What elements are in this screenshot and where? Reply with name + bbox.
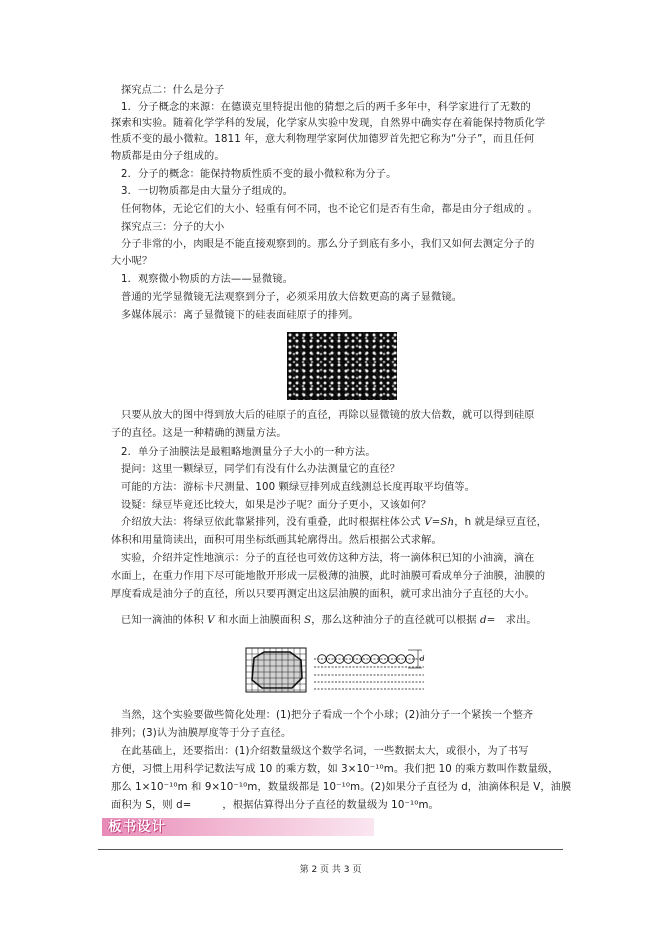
- board-design-banner: [102, 818, 374, 836]
- paragraph-line: 多媒体展示：离子显微镜下的硅表面硅原子的排列。: [121, 310, 359, 321]
- paragraph-line: 可能的方法：游标卡尺测量、100 颗绿豆排列成直线测总长度再取平均值等。: [121, 482, 476, 493]
- paragraph-line: [121, 516, 547, 530]
- paragraph-line: 提问：这里一颗绿豆，同学们有没有什么办法测量它的直径？: [121, 464, 401, 475]
- molecule-circle: [362, 655, 371, 664]
- formula-d: d=: [480, 615, 496, 626]
- paragraph-line: 子的直径。这是一种精确的测量方法。: [111, 428, 287, 439]
- paragraph-line: 体积和用量筒读出，面积可用坐标纸画其轮廓得出。然后根据公式求解。: [111, 535, 442, 546]
- paragraph-line: 当然，这个实验要做些简化处理：(1)把分子看成一个个小球；(2)油分子一个紧挨一个整齐: [121, 710, 534, 721]
- text-span: 和水面上油膜面积: [214, 615, 305, 626]
- paragraph-line: 探究点三：分子的大小: [121, 222, 225, 233]
- paragraph-line: 任何物体，无论它们的大小、轻重有何不同，也不论它们是否有生命，都是由分子组成的 。: [121, 204, 538, 215]
- paragraph-line: 1．观察微小物质的方法——显微镜。: [121, 274, 294, 285]
- text-span: 求出。: [495, 615, 537, 626]
- text-span: ，那么这种油分子的直径就可以根据: [311, 615, 481, 626]
- board-design-title: 板书设计: [108, 819, 166, 835]
- paragraph-line: 2．单分子油膜法是最粗略地测量分子大小的一种方法。: [121, 447, 376, 458]
- paragraph-line: 方便，习惯上用科学记数法写成 10 的乘方数，如 3×10⁻¹⁰m。我们把 10 的乘方数叫作数量级，: [111, 764, 559, 775]
- paragraph-line: 面积为 S，则 d= ，根据估算得出分子直径的数量级为 10⁻¹⁰m。: [111, 800, 439, 811]
- silicon-atoms-image: [287, 332, 397, 400]
- variable-v: V: [207, 615, 215, 626]
- paragraph-line: 性质不变的最小微粒。1811 年，意大利物理学家阿伏加德罗首先把它称为“分子”，而且任何: [111, 134, 535, 145]
- paragraph-line: 只要从放大的图中得到放大后的硅原子的直径，再除以显微镜的放大倍数，就可以得到硅原: [121, 410, 535, 421]
- paragraph-line: 1．分子概念的来源：在德谟克里特提出他的猜想之后的两千多年中，科学家进行了无数的: [121, 102, 531, 113]
- paragraph-line: 分子非常的小，肉眼是不能直接观察到的。那么分子到底有多小，我们又如何去测定分子的: [121, 239, 535, 250]
- diameter-label: d: [420, 655, 425, 663]
- molecule-circle: [327, 655, 336, 664]
- paragraph-line: 实验，介绍并定性地演示：分子的直径也可效仿这种方法，将一滴体积已知的小油滴，滴在: [121, 553, 535, 564]
- paragraph-line: 水面上，在重力作用下尽可能地散开形成一层极薄的油膜，此时油膜可看成单分子油膜，油膜的: [111, 571, 546, 582]
- oil-film-diagram: [244, 646, 430, 696]
- molecule-circle: [344, 655, 353, 664]
- paragraph-line: 设疑：绿豆毕竟还比较大，如果是沙子呢？面分子更小，又该如何？: [121, 500, 432, 511]
- paragraph-line: 探索和实验。随着化学学科的发展，化学家从实验中发现，自然界中确实存在着能保持物质化学: [111, 118, 546, 129]
- grid-figure: [246, 648, 306, 692]
- paragraph-line: 3．一切物质都是由大量分子组成的。: [121, 186, 294, 197]
- paragraph-line: 那么 1×10⁻¹⁰m 和 9×10⁻¹⁰m，数量级都是 10⁻¹⁰m。(2)如果分子直径为 d，油滴体积是 V，油膜: [111, 782, 572, 793]
- text-span: ，h 就是绿豆直径，: [454, 517, 547, 528]
- formula: V=Sh: [424, 517, 455, 528]
- paragraph-line: 在此基础上，还要指出：(1)介绍数量级这个数学名词，一些数据太大，或很小，为了书写: [121, 746, 529, 757]
- paragraph-line: 物质都是由分子组成的。: [111, 151, 225, 162]
- paragraph-line: 探究点二：什么是分子: [121, 85, 225, 96]
- text-span: 介绍放大法：将绿豆依此靠紧排列，没有重叠，此时根据柱体公式: [121, 517, 425, 528]
- paragraph-line: 普通的光学显微镜无法观察到分子，必须采用放大倍数更高的离子显微镜。: [121, 292, 463, 303]
- paragraph-line: 排列；(3)认为油膜厚度等于分子直径。: [111, 728, 292, 739]
- paragraph-line: 大小呢？: [111, 256, 153, 267]
- text-span: 已知一滴油的体积: [121, 615, 208, 626]
- paragraph-line: 厚度看成是油分子的直径，所以只要再测定出这层油膜的面积，就可求出油分子直径的大小。: [111, 589, 535, 600]
- paragraph-line: 2．分子的概念：能保持物质性质不变的最小微粒称为分子。: [121, 169, 397, 180]
- variable-s: S: [304, 615, 312, 626]
- paragraph-line: [121, 614, 537, 628]
- footer-divider: [98, 849, 563, 850]
- page-footer: 第 2 页 共 3 页: [299, 865, 362, 875]
